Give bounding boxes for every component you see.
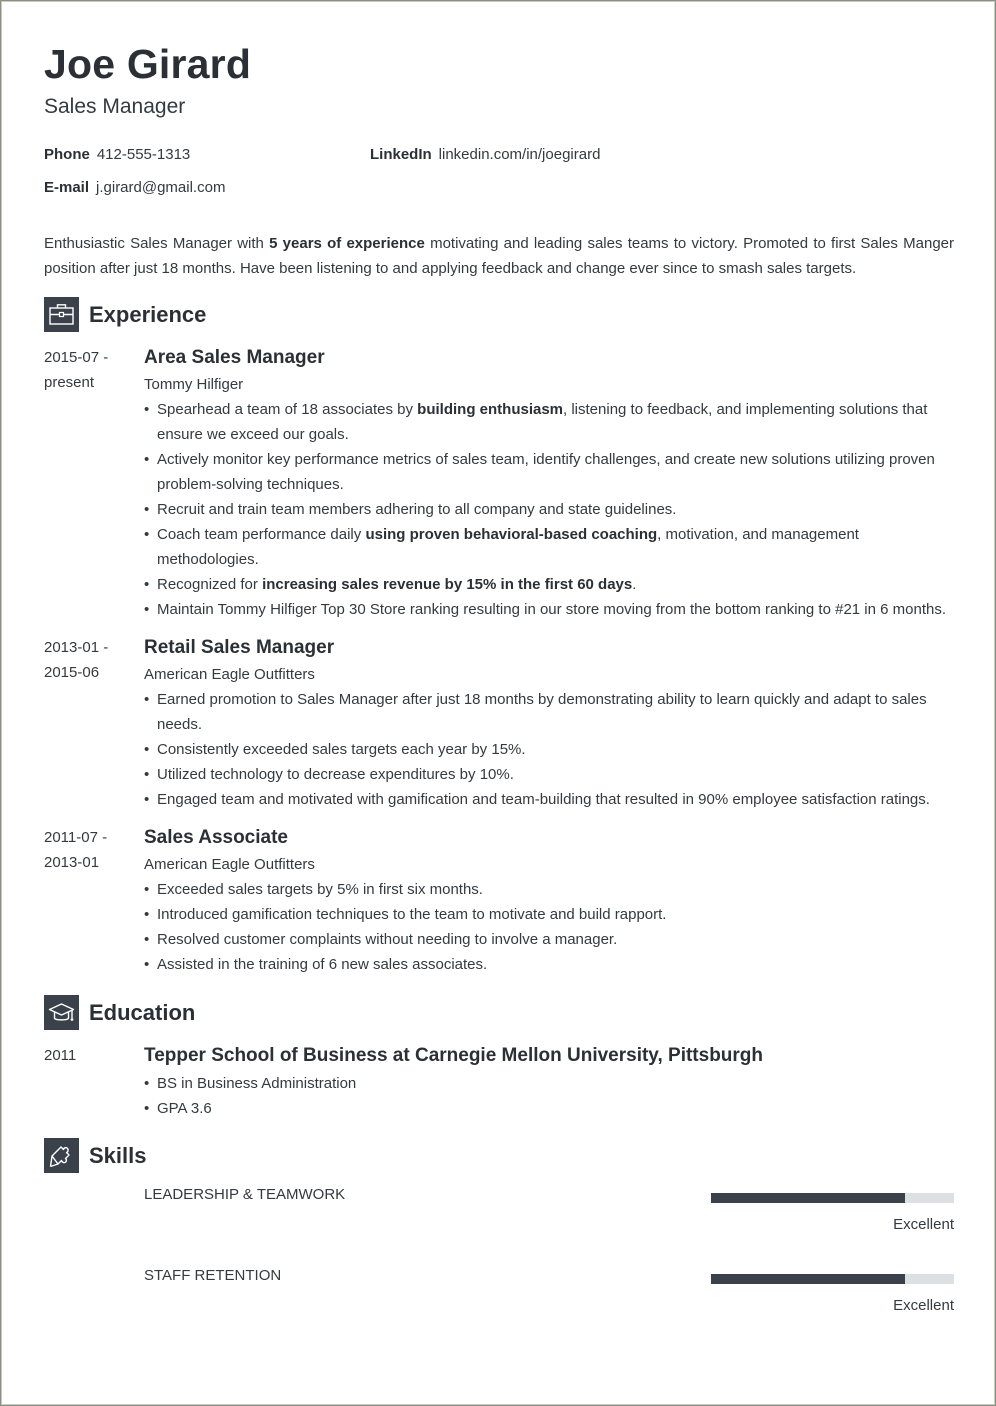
- bullet-text: Introduced gamification techniques to the team to motivate and build rapport.: [157, 906, 667, 923]
- candidate-title: Sales Manager: [44, 95, 186, 118]
- experience-entry: [44, 345, 954, 622]
- entry-body: [144, 1044, 954, 1121]
- job-company: Tommy Hilfiger: [144, 376, 244, 393]
- bullet-text: Recognized for: [157, 576, 263, 593]
- date-start: 2011-07 -: [44, 829, 108, 846]
- bullet-text: Consistently exceeded sales targets each year by 15%.: [157, 741, 526, 758]
- briefcase-icon: [44, 297, 79, 332]
- bullet-text: Coach team performance daily: [157, 526, 366, 543]
- contact-email: [44, 178, 225, 198]
- bullet-text: Assisted in the training of 6 new sales associates.: [157, 956, 488, 973]
- job-role: Retail Sales Manager: [144, 637, 335, 658]
- bullet-text: Resolved customer complaints without needing to involve a manager.: [157, 931, 618, 948]
- list-item: [144, 762, 954, 787]
- entry-dates: [44, 825, 134, 875]
- list-item: • BS in Business Administration: [144, 1071, 954, 1096]
- entry-body: [144, 636, 954, 812]
- education-year: 2011: [44, 1047, 77, 1064]
- date-end: 2015-06: [44, 664, 100, 681]
- education-entry: [44, 1043, 954, 1121]
- date-end: 2013-01: [44, 854, 100, 871]
- list-item: [144, 952, 954, 977]
- skill-level-bar: [711, 1193, 954, 1203]
- list-item: [144, 397, 954, 447]
- bullet-highlight: building enthusiasm: [417, 401, 564, 418]
- list-item: [144, 447, 954, 497]
- job-company: American Eagle Outfitters: [144, 666, 315, 683]
- job-bullets: [144, 687, 954, 812]
- date-start: 2015-07 -: [44, 349, 109, 366]
- date-end: present: [44, 374, 95, 391]
- linkedin-label: LinkedIn: [370, 146, 432, 163]
- profile-summary: [44, 231, 954, 281]
- list-item: [144, 927, 954, 952]
- bullet-text: Maintain Tommy Hilfiger Top 30 Store ranking resulting in our store moving from the bottom ranking to #21 in 6 months.: [157, 601, 947, 618]
- list-item: [144, 902, 954, 927]
- skills-heading: [44, 1138, 146, 1173]
- list-item: [144, 522, 954, 572]
- list-item: [144, 572, 954, 597]
- skill-level-bar: [711, 1274, 954, 1284]
- list-item: [144, 787, 954, 812]
- skill-name: LEADERSHIP & TEAMWORK: [144, 1186, 346, 1203]
- education-bullets: [144, 1071, 954, 1121]
- skill-level-fill: [711, 1274, 905, 1284]
- job-company: American Eagle Outfitters: [144, 856, 315, 873]
- summary-highlight: 5 years of experience: [269, 235, 425, 252]
- education-heading: [44, 995, 195, 1030]
- linkedin-value[interactable]: linkedin.com/in/joegirard: [438, 146, 601, 163]
- phone-value: 412-555-1313: [96, 146, 191, 163]
- skill-level-label: Excellent: [893, 1216, 954, 1233]
- list-item: [144, 497, 954, 522]
- phone-label: Phone: [44, 146, 90, 163]
- list-item: [144, 597, 954, 622]
- list-item: • GPA 3.6: [144, 1096, 954, 1121]
- date-start: 2013-01 -: [44, 639, 109, 656]
- bullet-text: Engaged team and motivated with gamification and team-building that resulted in 90% employee satisfaction ratings.: [157, 791, 930, 808]
- bullet-text: , motivation, and management methodologies.: [157, 526, 859, 568]
- list-item: [144, 877, 954, 902]
- candidate-name: Joe Girard: [44, 41, 252, 87]
- summary-text: Enthusiastic Sales Manager with: [44, 235, 270, 252]
- entry-body: [144, 826, 954, 977]
- bullet-text: Utilized technology to decrease expenditures by 10%.: [157, 766, 514, 783]
- graduation-cap-icon: [44, 995, 79, 1030]
- email-value[interactable]: j.girard@gmail.com: [96, 179, 226, 196]
- school-name: Tepper School of Business at Carnegie Mellon University, Pittsburgh: [144, 1045, 764, 1066]
- summary-text: motivating and leading sales teams to victory. Promoted to first Sales Manger position after just 18 months. Have been listening to and applying feedback and change ever since to smash sales targets.: [44, 235, 955, 277]
- experience-entry: [44, 635, 954, 812]
- skill-level-fill: [711, 1193, 905, 1203]
- entry-body: [144, 346, 954, 622]
- job-role: Area Sales Manager: [144, 347, 325, 368]
- job-bullets: [144, 397, 954, 622]
- bullet-highlight: using proven behavioral-based coaching: [365, 526, 658, 543]
- contact-linkedin: [370, 145, 600, 165]
- skills-title: Skills: [89, 1142, 147, 1168]
- bullet-text: Earned promotion to Sales Manager after just 18 months by demonstrating ability to learn quickly and adapt to sales needs.: [157, 691, 927, 733]
- skill-level-label: Excellent: [893, 1297, 954, 1314]
- experience-entry: [44, 825, 954, 977]
- job-bullets: [144, 877, 954, 977]
- bullet-text: Exceeded sales targets by 5% in first six months.: [157, 881, 483, 898]
- job-role: Sales Associate: [144, 827, 288, 848]
- skill-row: [144, 1185, 954, 1245]
- bullet-text: Recruit and train team members adhering to all company and state guidelines.: [157, 501, 677, 518]
- skill-name: STAFF RETENTION: [144, 1267, 282, 1284]
- entry-dates: [44, 345, 134, 395]
- experience-title: Experience: [89, 301, 207, 327]
- education-title: Education: [89, 999, 196, 1025]
- bullet-highlight: increasing sales revenue by 15% in the first 60 days: [262, 576, 633, 593]
- list-item: [144, 687, 954, 737]
- experience-heading: [44, 297, 206, 332]
- skill-row: [144, 1266, 954, 1326]
- list-item: [144, 737, 954, 762]
- bullet-text: Actively monitor key performance metrics of sales team, identify challenges, and create new solutions utilizing proven problem-solving techniques.: [157, 451, 935, 493]
- puzzle-icon: [44, 1138, 79, 1173]
- bullet-text: Spearhead a team of 18 associates by: [157, 401, 418, 418]
- bullet-text: , listening to feedback, and implementing solutions that ensure we exceed our goals.: [157, 401, 928, 443]
- email-label: E-mail: [44, 179, 90, 196]
- contact-phone: [44, 145, 190, 165]
- bullet-text: .: [632, 576, 637, 593]
- entry-dates: [44, 635, 134, 685]
